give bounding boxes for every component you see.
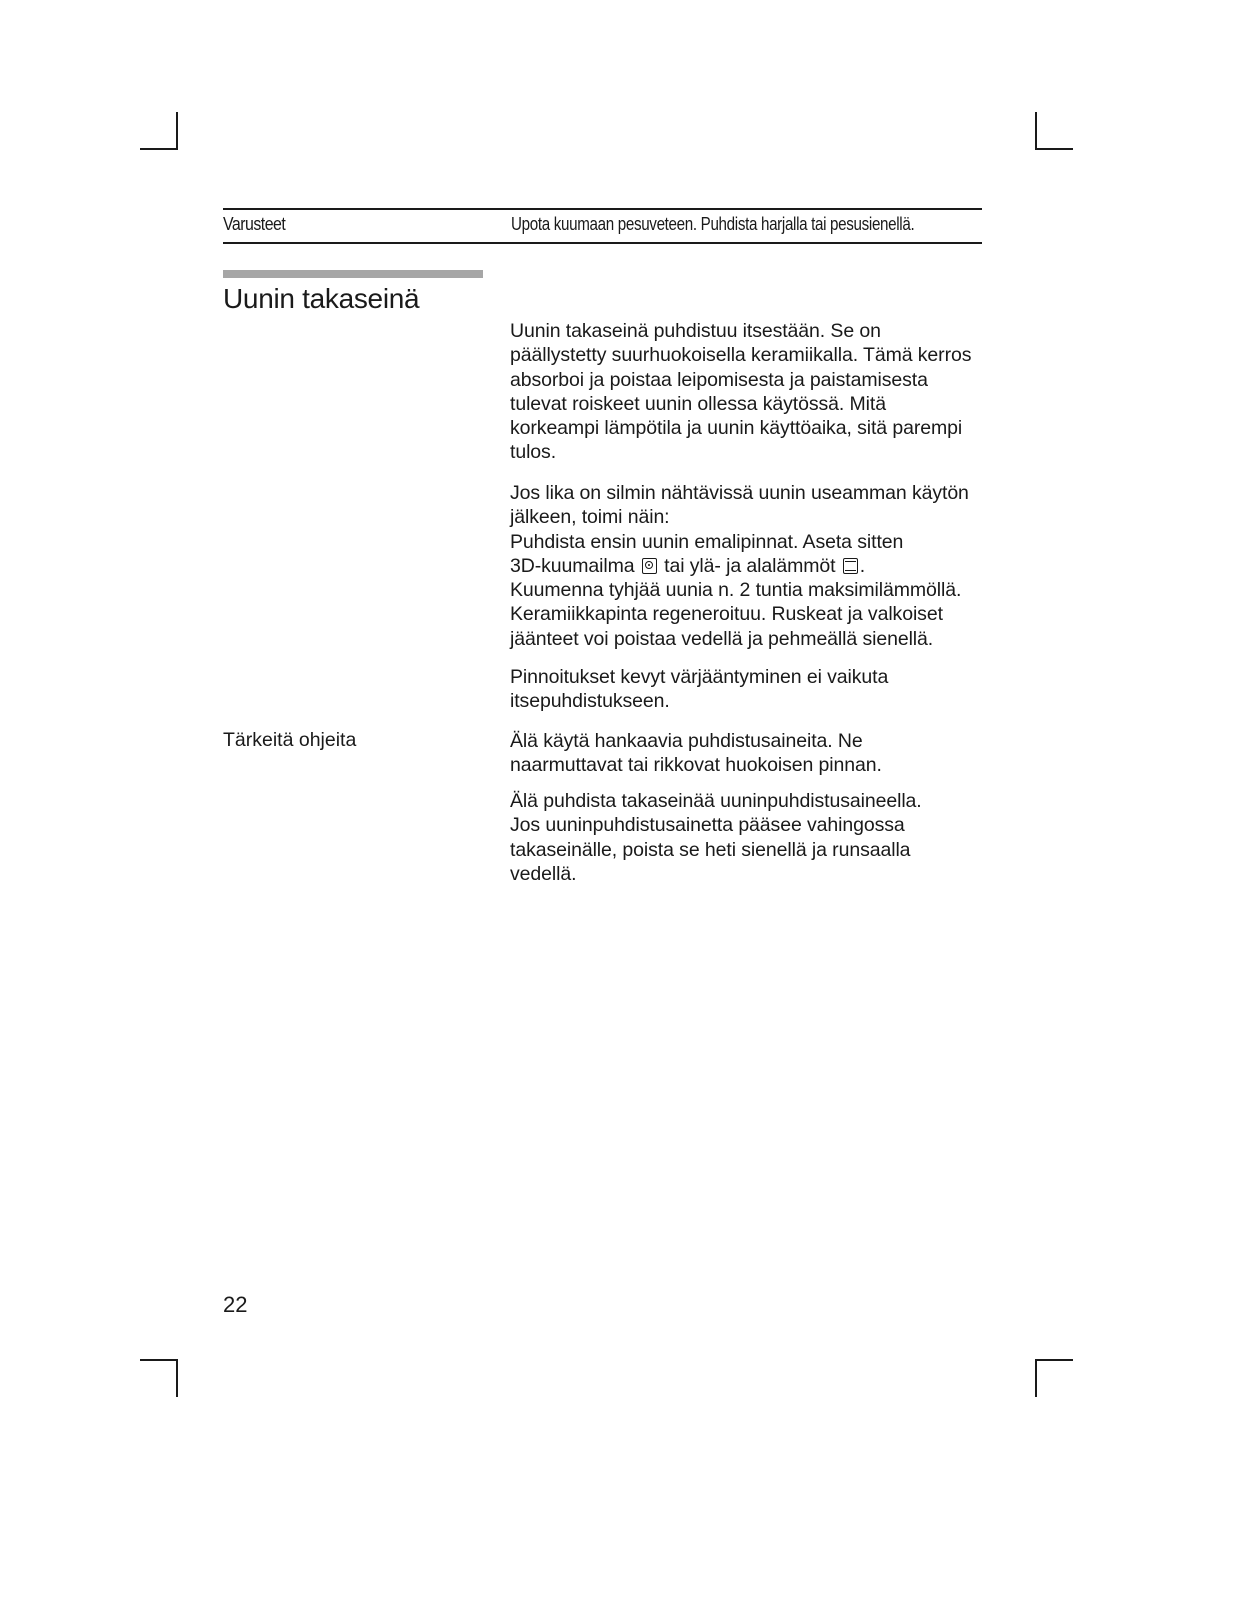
text-line: jälkeen, toimi näin:	[510, 506, 670, 529]
text-line: Älä käytä hankaavia puhdistusaineita. Ne	[510, 730, 863, 752]
text-line: jäänteet voi poistaa vedellä ja pehmeällä sienellä.	[510, 627, 934, 650]
text-fragment: tai ylä- ja alalämmöt	[664, 554, 836, 577]
accessories-instructions: Upota kuumaan pesuveteen. Puhdista harjalla tai pesusienellä.	[511, 213, 915, 234]
paragraph-self-cleaning	[510, 319, 990, 465]
section-title: Uunin takaseinä	[223, 283, 420, 314]
crop-mark-top-left-vertical	[176, 112, 178, 150]
paragraph-regeneration	[510, 481, 990, 651]
top-bottom-heat-icon	[843, 558, 858, 574]
text-line: takaseinälle, poista se heti sienellä ja runsaalla	[510, 838, 911, 861]
text-line: Älä puhdista takaseinää uuninpuhdistusaineella.	[510, 790, 922, 812]
crop-mark-bottom-right-horizontal	[1035, 1359, 1073, 1361]
crop-mark-top-right-vertical	[1035, 112, 1037, 150]
text-line-with-icons	[510, 554, 990, 578]
crop-mark-bottom-left-horizontal	[140, 1359, 178, 1361]
text-fragment: 3D-kuumailma	[510, 554, 635, 577]
text-line: Uunin takaseinä puhdistuu itsestään. Se on	[510, 320, 881, 342]
text-line: Puhdista ensin uunin emalipinnat. Aseta sitten	[510, 530, 904, 553]
accessories-row	[223, 210, 982, 240]
text-line: Pinnoitukset kevyt värjääntyminen ei vaikuta	[510, 666, 889, 688]
important-notes-label: Tärkeitä ohjeita	[223, 729, 357, 751]
section-accent-bar	[223, 270, 483, 278]
paragraph-no-abrasives	[510, 729, 990, 778]
text-line: Jos uuninpuhdistusainetta pääsee vahingossa	[510, 814, 905, 837]
table-bottom-rule	[223, 242, 982, 244]
text-line: vedellä.	[510, 862, 577, 885]
accessories-label: Varusteet	[223, 213, 286, 234]
text-line: Jos lika on silmin nähtävissä uunin useamman käytön	[510, 482, 969, 504]
page-number: 22	[223, 1292, 248, 1317]
crop-mark-top-right-horizontal	[1035, 148, 1073, 150]
text-line: itsepuhdistukseen.	[510, 690, 670, 713]
3d-hot-air-icon	[642, 558, 657, 574]
crop-mark-bottom-right-vertical	[1035, 1359, 1037, 1397]
crop-mark-top-left-horizontal	[140, 148, 178, 150]
crop-mark-bottom-left-vertical	[176, 1359, 178, 1397]
text-line: Keramiikkapinta regeneroituu. Ruskeat ja valkoiset	[510, 603, 943, 626]
text-line: korkeampi lämpötila ja uunin käyttöaika, sitä parempi	[510, 417, 963, 440]
text-fragment: .	[859, 554, 866, 577]
text-line: naarmuttavat tai rikkovat huokoisen pinnan.	[510, 754, 882, 777]
text-line: päällystetty suurhuokoisella keramiikalla. Tämä kerros	[510, 344, 972, 367]
text-line: tulevat roiskeet uunin ollessa käytössä. Mitä	[510, 392, 886, 415]
text-line: Kuumenna tyhjää uunia n. 2 tuntia maksimilämmöllä.	[510, 579, 962, 602]
paragraph-discoloration	[510, 665, 990, 714]
text-line: absorboi ja poistaa leipomisesta ja paistamisesta	[510, 368, 928, 391]
text-line: tulos.	[510, 441, 557, 464]
paragraph-no-oven-cleaner	[510, 789, 990, 886]
